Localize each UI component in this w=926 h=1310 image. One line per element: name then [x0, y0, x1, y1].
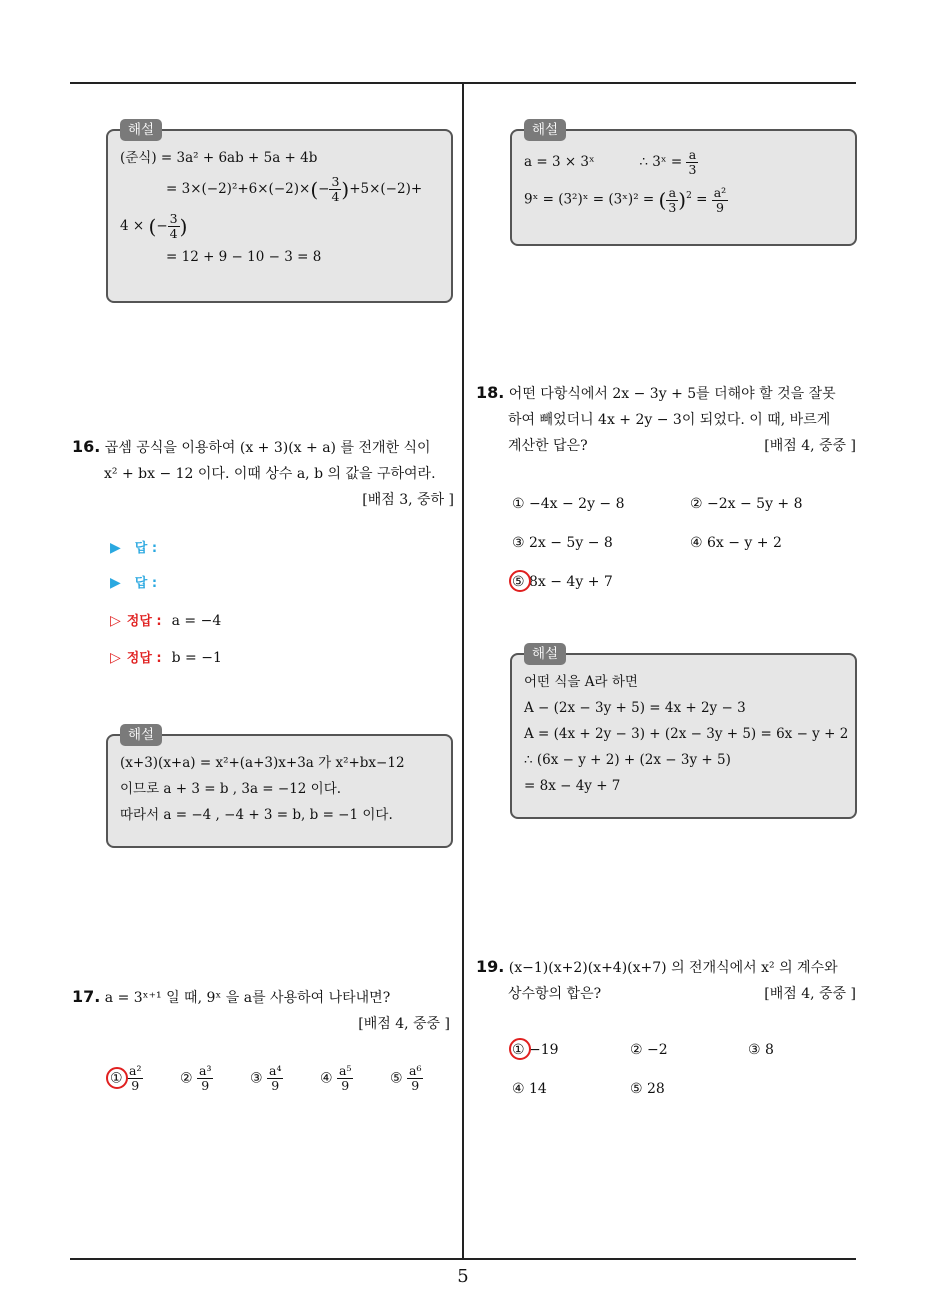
- triangle-outline-icon: ▷: [110, 650, 121, 666]
- option-4[interactable]: ④ 14: [512, 1081, 547, 1097]
- option-3[interactable]: ③ $\frac{\text{a⁴}}{9}$: [250, 1063, 282, 1093]
- question-text: a = 3ˣ⁺¹ 일 때, 9ˣ 을 a를 사용하여 나타내면?: [104, 990, 391, 1006]
- question-text: 곱셈 공식을 이용하여 (x + 3)(x + a) 를 전개한 식이: [104, 440, 431, 456]
- question-number: 18.: [476, 383, 505, 402]
- solution-tag: 해설: [120, 724, 162, 746]
- option-4[interactable]: ④ 6x − y + 2: [690, 535, 782, 551]
- option-3[interactable]: ③ 2x − 5y − 8: [512, 535, 613, 551]
- correct-answer-row: ▷ 정답 : a = −4: [110, 613, 222, 629]
- selected-circle-mark: [509, 570, 531, 592]
- solution-line: A − (2x − 3y + 5) = 4x + 2y − 3: [524, 700, 746, 716]
- option-4[interactable]: ④ $\frac{\text{a⁵}}{9}$: [320, 1063, 352, 1093]
- option-1[interactable]: ① −4x − 2y − 8: [512, 496, 625, 512]
- solution-line: = 8x − 4y + 7: [524, 778, 621, 794]
- play-icon: ▶: [110, 540, 121, 556]
- question-text: (x−1)(x+2)(x+4)(x+7) 의 전개식에서 x² 의 계수와: [508, 960, 838, 976]
- solution-line: a = 3 × 3ˣ ∴ 3ˣ = $\frac{a}{3}$: [524, 147, 697, 177]
- solution-line: (x+3)(x+a) = x²+(a+3)x+3a 가 x²+bx−12: [120, 755, 405, 771]
- correct-answer-row: ▷ 정답 : b = −1: [110, 650, 222, 666]
- question-number: 17.: [72, 987, 101, 1006]
- question-text: 상수항의 합은? [배점 4, 중중 ]: [476, 981, 856, 1007]
- solution-box-16: [106, 727, 453, 848]
- solution-line: A = (4x + 2y − 3) + (2x − 3y + 5) = 6x − y + 2: [524, 726, 849, 742]
- triangle-outline-icon: ▷: [110, 613, 121, 629]
- fraction: $\frac{3}{4}$: [331, 174, 340, 204]
- question-text: x² + bx − 12 이다. 이때 상수 a, b 의 값을 구하여라.: [104, 466, 436, 482]
- fraction: $\frac{\text{a⁴}}{9}$: [269, 1063, 282, 1093]
- fraction: $\frac{\text{a⁶}}{9}$: [409, 1063, 422, 1093]
- answer-row: ▶ 답 :: [110, 540, 158, 556]
- fraction: $\frac{\text{a²}}{9}$: [129, 1063, 142, 1093]
- fraction: $\frac{\text{a³}}{9}$: [199, 1063, 212, 1093]
- solution-box-15: [106, 122, 453, 303]
- fraction: $\frac{\text{a⁵}}{9}$: [339, 1063, 352, 1093]
- option-5[interactable]: ⑤ 28: [630, 1081, 665, 1097]
- option-2[interactable]: ② $\frac{\text{a³}}{9}$: [180, 1063, 212, 1093]
- question-number: 16.: [72, 437, 101, 456]
- fraction: $\frac{a}{3}$: [668, 184, 677, 215]
- score-label: [배점 3, 중하 ]: [362, 492, 454, 508]
- fraction: $\frac{\text{a²}}{9}$: [713, 184, 727, 215]
- solution-tag: 해설: [524, 119, 566, 141]
- column-divider: [462, 84, 464, 1258]
- option-2[interactable]: ② −2x − 5y + 8: [690, 496, 803, 512]
- score-label: [배점 4, 중중 ]: [764, 986, 856, 1002]
- solution-line: = 3×(−2)²+6×(−2)×(− $\frac{3}{4}$ )+5×(−2)+: [166, 174, 423, 204]
- option-2[interactable]: ② −2: [630, 1042, 668, 1058]
- option-1[interactable]: ① $\frac{\text{a²}}{9}$: [110, 1063, 142, 1093]
- solution-tag: 해설: [120, 119, 162, 141]
- solution-line: 따라서 a = −4 , −4 + 3 = b, b = −1 이다.: [120, 807, 393, 823]
- score-label: [배점 4, 중중 ]: [358, 1016, 450, 1032]
- question-16: [72, 434, 454, 513]
- solution-line: (준식) = 3a² + 6ab + 5a + 4b: [120, 150, 318, 166]
- question-text: 하여 빼었더니 4x + 2y − 3이 되었다. 이 때, 바르게: [508, 412, 831, 428]
- solution-box-17: [510, 122, 857, 246]
- question-18: [476, 380, 856, 459]
- question-text: 어떤 다항식에서 2x − 3y + 5를 더해야 할 것을 잘못: [508, 386, 836, 402]
- solution-line: = 12 + 9 − 10 − 3 = 8: [166, 249, 322, 265]
- answer-row: ▶ 답 :: [110, 575, 158, 591]
- option-5[interactable]: ⑤ 8x − 4y + 7: [512, 574, 613, 590]
- bottom-rule: [70, 1258, 856, 1260]
- fraction: $\frac{3}{4}$: [169, 210, 178, 241]
- solution-line: 이므로 a + 3 = b , 3a = −12 이다.: [120, 781, 342, 797]
- fraction: $\frac{a}{3}$: [688, 147, 697, 177]
- question-text: 계산한 답은? [배점 4, 중중 ]: [476, 433, 856, 459]
- selected-circle-mark: [106, 1067, 128, 1089]
- play-icon: ▶: [110, 575, 121, 591]
- option-3[interactable]: ③ 8: [748, 1042, 774, 1058]
- score-label: [배점 4, 중중 ]: [764, 438, 856, 454]
- option-1[interactable]: ① −19: [512, 1042, 559, 1058]
- solution-box-18: [510, 646, 857, 819]
- solution-line: 어떤 식을 A라 하면: [524, 674, 638, 690]
- question-number: 19.: [476, 957, 505, 976]
- selected-circle-mark: [509, 1038, 531, 1060]
- solution-line: 4 × (− $\frac{3}{4}$ ): [120, 210, 188, 241]
- question-19: [476, 954, 856, 1007]
- solution-tag: 해설: [524, 643, 566, 665]
- solution-line: ∴ (6x − y + 2) + (2x − 3y + 5): [524, 752, 731, 768]
- solution-line: 9ˣ = (3²)ˣ = (3ˣ)² = ( $\frac{a}{3}$ )$^2$ = $\frac{\text{a²}}{9}$: [524, 184, 727, 215]
- option-5[interactable]: ⑤ $\frac{\text{a⁶}}{9}$: [390, 1063, 422, 1093]
- question-17: [72, 984, 450, 1037]
- page-number: 5: [457, 1266, 469, 1287]
